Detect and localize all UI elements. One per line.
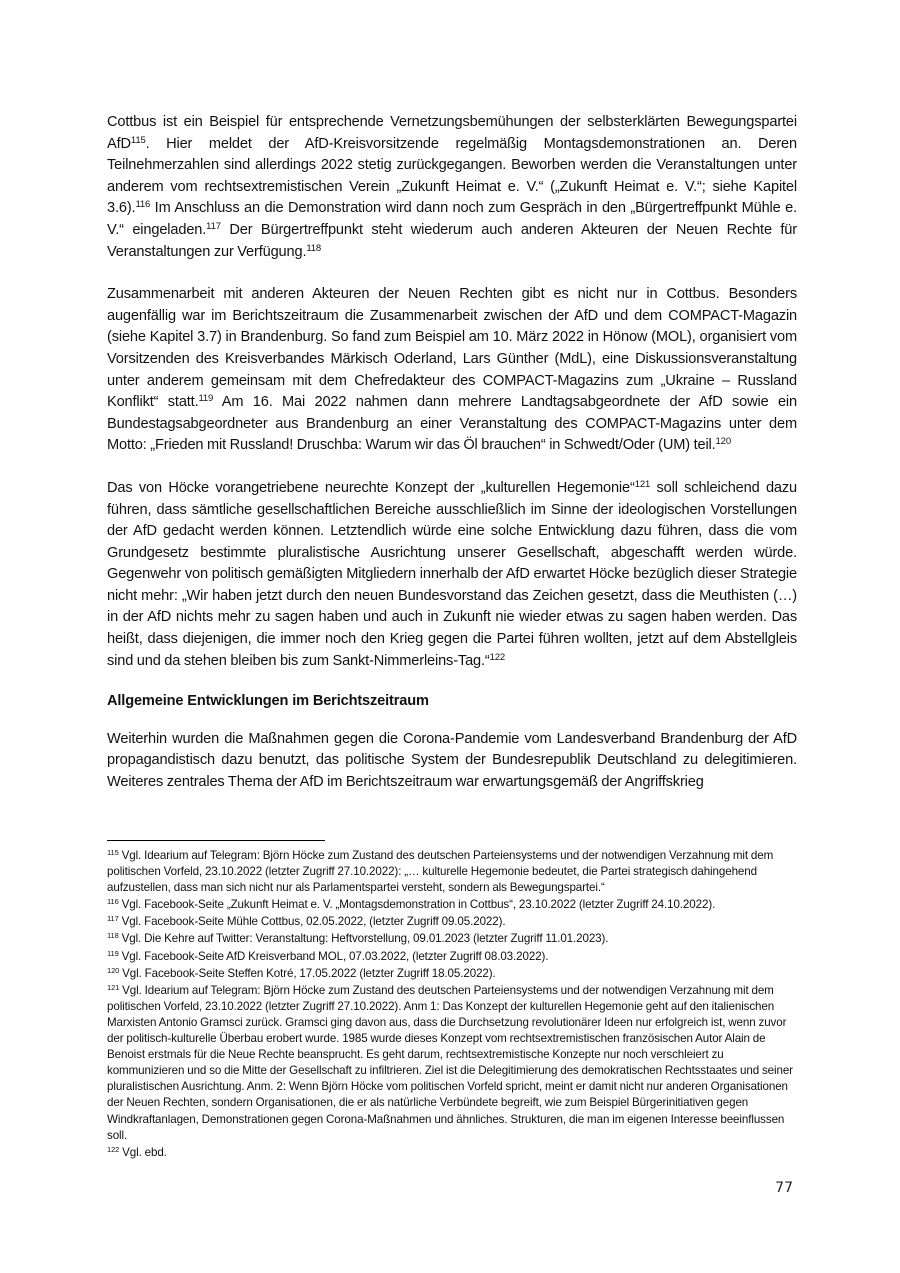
paragraph-text: Das von Höcke vorangetriebene neurechte Konzept der „kulturellen Hegemonie“ [107,479,635,496]
paragraph-text: Im Anschluss an die Demonstration wird dann noch zum Gespräch in den „Bürgertreffpunkt Mühle e. V.“ eingeladen. [107,200,797,238]
footnote-ref-117[interactable]: 117 [206,220,221,232]
footnote-text: Vgl. Idearium auf Telegram: Björn Höcke zum Zustand des deutschen Parteiensystems und der notwendigen Verzahnung mit dem politischen Vorfeld, 23.10.2022 (letzter Zugriff 27.10.2022): „… kulturelle Hegemonie bedeutet, die Partei strategisch dahingehend aufzustellen, dass man sich nicht nur als Parlamentspartei versteht, sondern als Bewegungspartei.“ [107,849,774,895]
paragraph-text: Der Bürgertreffpunkt steht wiederum auch anderen Akteuren der Neuen Rechte für Veranstaltungen zur Verfügung. [107,221,797,260]
footnote-ref-118[interactable]: 118 [306,242,322,254]
footnote-text: Vgl. Facebook-Seite Mühle Cottbus, 02.05.2022, (letzter Zugriff 09.05.2022). [118,915,506,929]
page-number: 77 [775,1180,793,1196]
footnote-ref-116[interactable]: 116 [135,199,151,211]
footnote-text: Vgl. Facebook-Seite „Zukunft Heimat e. V. „Montagsdemonstration in Cottbus“, 23.10.2022 (letzter Zugriff 24.10.2022). [118,898,716,912]
footnote-number: 121 [107,982,120,992]
footnote-number: 115 [107,848,119,857]
footnote-text: Vgl. Die Kehre auf Twitter: Veranstaltung: Heftvorstellung, 09.01.2023 (letzter Zugriff 11.01.2023). [118,932,609,946]
footnote-122 [107,1145,797,1161]
paragraph-cottbus [107,112,797,263]
paragraph-text: Am 16. Mai 2022 nahmen dann mehrere Landtagsabgeordnete der AfD sowie ein Bundestagsabgeordneter aus Brandenburg an einer Veranstaltung des COMPACT-Magazins unter dem Motto: „Frieden mit Russland! Druschba: Warum wir das Öl brauchen“ in Schwedt/Oder (UM) teil. [107,394,797,454]
footnote-text: Vgl. Idearium auf Telegram: Björn Höcke zum Zustand des deutschen Parteiensystems und der notwendigen Verzahnung mit dem politischen Vorfeld, 23.10.2022 (letzter Zugriff 27.10.2022). Anm 1: Das Konzept der kulturellen Hegemonie geht auf den italienischen Marxisten Antonio Gramsci zurück. Gramsci ging davon aus, dass die Durchsetzung revolutionärer Ideen nur erfolgreich ist, wenn zuvor der politisch-kulturelle Überbau erobert wurde. 1985 wurde dieses Konzept vom rechtsextremistischen französischen Autor Alain de Benoist erstmals für die Neue Rechte beansprucht. Es geht darum, rechtsextremistische Konzepte nur noch verschleiert zu kommunizieren und so die Mitte der Gesellschaft zu infiltrieren. Ziel ist die Delegitimierung des demokratischen Rechtsstaates und seiner pluralistischen Ausrichtung. Anm. 2: Wenn Björn Höcke vom politischen Vorfeld spricht, meint er damit nicht nur anderen Organisationen der Neuen Rechten, sondern Organisationen, die er als natürliche Verbündete begreift, wie zum Beispiel Bürgerinitiativen gegen Windkraftanlagen, Demonstrationen gegen Corona-Maßnahmen und ähnliches. Strukturen, die man im eigenen Interesse beeinflussen soll. [107,983,793,1142]
footnote-119 [107,949,797,965]
footnote-text: Vgl. ebd. [119,1145,167,1159]
paragraph-text: Zusammenarbeit mit anderen Akteuren der Neuen Rechten gibt es nicht nur in Cottbus. Besonders augenfällig war im Berichtszeitraum die Zusammenarbeit zwischen der AfD und dem COMPACT-Magazin (siehe Kapitel 3.7) in Brandenburg. So fand zum Beispiel am 10. März 2022 in Hönow (MOL), organisiert vom Vorsitzenden des Kreisverbandes Märkisch Oderland, Lars Günther (MdL), eine Diskussionsveranstaltung unter anderem gemeinsam mit dem Chefredakteur des COMPACT-Magazins zum „Ukraine – Russland Konflikt“ statt. [107,286,797,411]
footnote-number: 118 [107,931,119,941]
footnote-120 [107,966,797,982]
footnote-ref-120[interactable]: 120 [715,436,731,448]
paragraph-hegemonie [107,478,797,672]
footnote-text: Vgl. Facebook-Seite AfD Kreisverband MOL, 07.03.2022, (letzter Zugriff 08.03.2022). [118,949,549,963]
footnote-number: 116 [107,897,119,907]
footnote-118 [107,931,797,947]
footnote-117 [107,914,797,930]
footnote-ref-119[interactable]: 119 [198,393,214,405]
footnote-ref-121[interactable]: 121 [634,478,651,490]
paragraph-text: Cottbus ist ein Beispiel für entsprechende Vernetzungsbemühungen der selbsterklärten Bewegungspartei AfD [107,114,797,152]
section-heading: Allgemeine Entwicklungen im Berichtszeitraum [107,693,429,710]
paragraph-corona: Weiterhin wurden die Maßnahmen gegen die Corona-Pandemie vom Landesverband Brandenburg der AfD propagandistisch dazu benutzt, das politische System der Bundesrepublik Deutschland zu delegitimieren. Weiteres zentrales Thema der AfD im Berichtszeitraum war erwartungsgemäß der Angriffskrieg [107,730,797,791]
footnote-ref-115[interactable]: 115 [130,134,146,146]
footnote-115 [107,848,797,896]
footnote-number: 120 [107,965,120,975]
paragraph-text: soll schleichend dazu führen, dass sämtliche gesellschaftlichen Bereiche ausschließlich im Sinne der ideologischen Vorstellungen der AfD gedacht werden können. Letztendlich würde eine solche Entwicklung dazu führen, dass die vom Grundgesetz bestimmte pluralistische Ausrichtung unserer Gesellschaft, abgeschafft werden würde. Gegenwehr von politisch gemäßigten Mitgliedern innerhalb der AfD erwartet Höcke bezüglich dieser Strategie nicht mehr: „Wir haben jetzt durch den neuen Bundesvorstand das Zeichen gesetzt, dass die Meuthisten (…) in der AfD nichts mehr zu sagen haben und auch in Zukunft nie wieder etwas zu sagen haben werden. Das heißt, dass diejenigen, die immer noch den Krieg gegen die Partei führen wollten, jetzt auf dem Abstellgleis sind und da stehen bleiben bis zum Sankt-Nimmerleins-Tag.“ [107,479,797,669]
footnotes [107,848,797,1162]
footnote-number: 122 [107,1144,120,1154]
paragraph-text: . Hier meldet der AfD-Kreisvorsitzende regelmäßig Montagsdemonstrationen an. Deren Teilnehmerzahlen sind allerdings 2022 stetig zurückgegangen. Beworben werden die Veranstaltungen unter anderem vom rechtsextremistischen Verein „Zukunft Heimat e. V.“ („Zukunft Heimat e. V.“; siehe Kapitel 3.6). [107,135,797,217]
footnote-121 [107,983,797,1144]
footnote-ref-122[interactable]: 122 [489,651,506,663]
footnote-separator [107,840,325,841]
footnote-text: Vgl. Facebook-Seite Steffen Kotré, 17.05.2022 (letzter Zugriff 18.05.2022). [119,966,496,980]
main-text [107,112,797,794]
footnote-number: 117 [107,914,119,924]
footnote-116 [107,897,797,913]
paragraph-compact [107,284,797,457]
footnote-number: 119 [107,948,119,958]
